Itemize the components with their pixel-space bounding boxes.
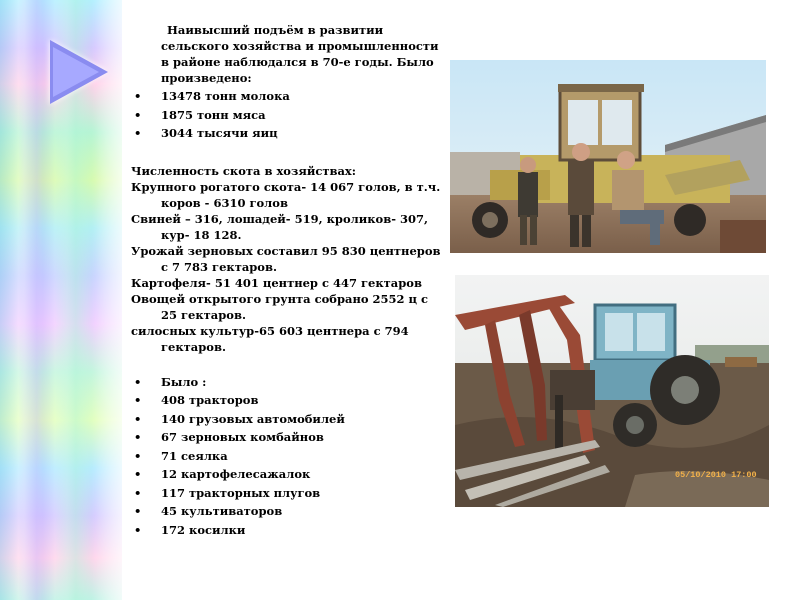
- machinery-list: [131, 374, 451, 541]
- list-item: • 13478 тонн молока: [131, 88, 451, 107]
- silage-paragraph: [131, 323, 451, 355]
- list-item: • 117 тракторных плугов: [131, 485, 451, 504]
- text-line: Свиней – 316, лошадей- 519, кроликов- 307,: [131, 211, 429, 226]
- list-item: • 67 зерновых комбайнов: [131, 429, 451, 448]
- intro-line: Наивысший подъём в развитии: [167, 23, 384, 37]
- list-item: • 45 культиваторов: [131, 503, 451, 522]
- slide-text: [131, 22, 451, 540]
- cattle-paragraph: [131, 179, 451, 211]
- intro-line: в районе наблюдался в 70-е годы. Было: [161, 55, 434, 69]
- photo-timestamp: 05/10/2010 17:00: [675, 470, 757, 480]
- text-line: Урожай зерновых составил 95 830 центнеров: [131, 243, 441, 258]
- list-item: • Было :: [131, 374, 451, 393]
- list-item: • 1875 тонн мяса: [131, 107, 451, 126]
- intro-line: сельского хозяйства и промышленности: [161, 39, 439, 53]
- intro-line: произведено:: [161, 71, 252, 85]
- tractor-photo: [455, 275, 769, 507]
- potato-paragraph: Картофеля- 51 401 центнер с 447 гектаров: [131, 275, 422, 290]
- production-list: [131, 88, 451, 144]
- text-line: Крупного рогатого скота- 14 067 голов, в т.ч.: [131, 179, 441, 194]
- triangle-highlight: [53, 47, 99, 97]
- grain-paragraph: [131, 243, 451, 275]
- text-line: гектаров.: [161, 339, 226, 354]
- vegetables-paragraph: [131, 291, 451, 323]
- text-line: коров - 6310 голов: [161, 195, 288, 210]
- list-item: • 140 грузовых автомобилей: [131, 411, 451, 430]
- text-line: 25 гектаров.: [161, 307, 246, 322]
- list-item: • 12 картофелесажалок: [131, 466, 451, 485]
- livestock-heading: Численность скота в хозяйствах:: [131, 163, 357, 178]
- text-line: кур- 18 128.: [161, 227, 242, 242]
- other-livestock-paragraph: [131, 211, 451, 243]
- text-line: с 7 783 гектаров.: [161, 259, 277, 274]
- list-item: • 172 косилки: [131, 522, 451, 541]
- list-item: • 71 сеялка: [131, 448, 451, 467]
- intro-paragraph: [131, 22, 451, 86]
- list-item: • 408 тракторов: [131, 392, 451, 411]
- combine-photo: [450, 60, 766, 253]
- list-item: • 3044 тысячи яиц: [131, 125, 451, 144]
- text-line: силосных культур-65 603 центнера с 794: [131, 323, 409, 338]
- text-line: Овощей открытого грунта собрано 2552 ц с: [131, 291, 429, 306]
